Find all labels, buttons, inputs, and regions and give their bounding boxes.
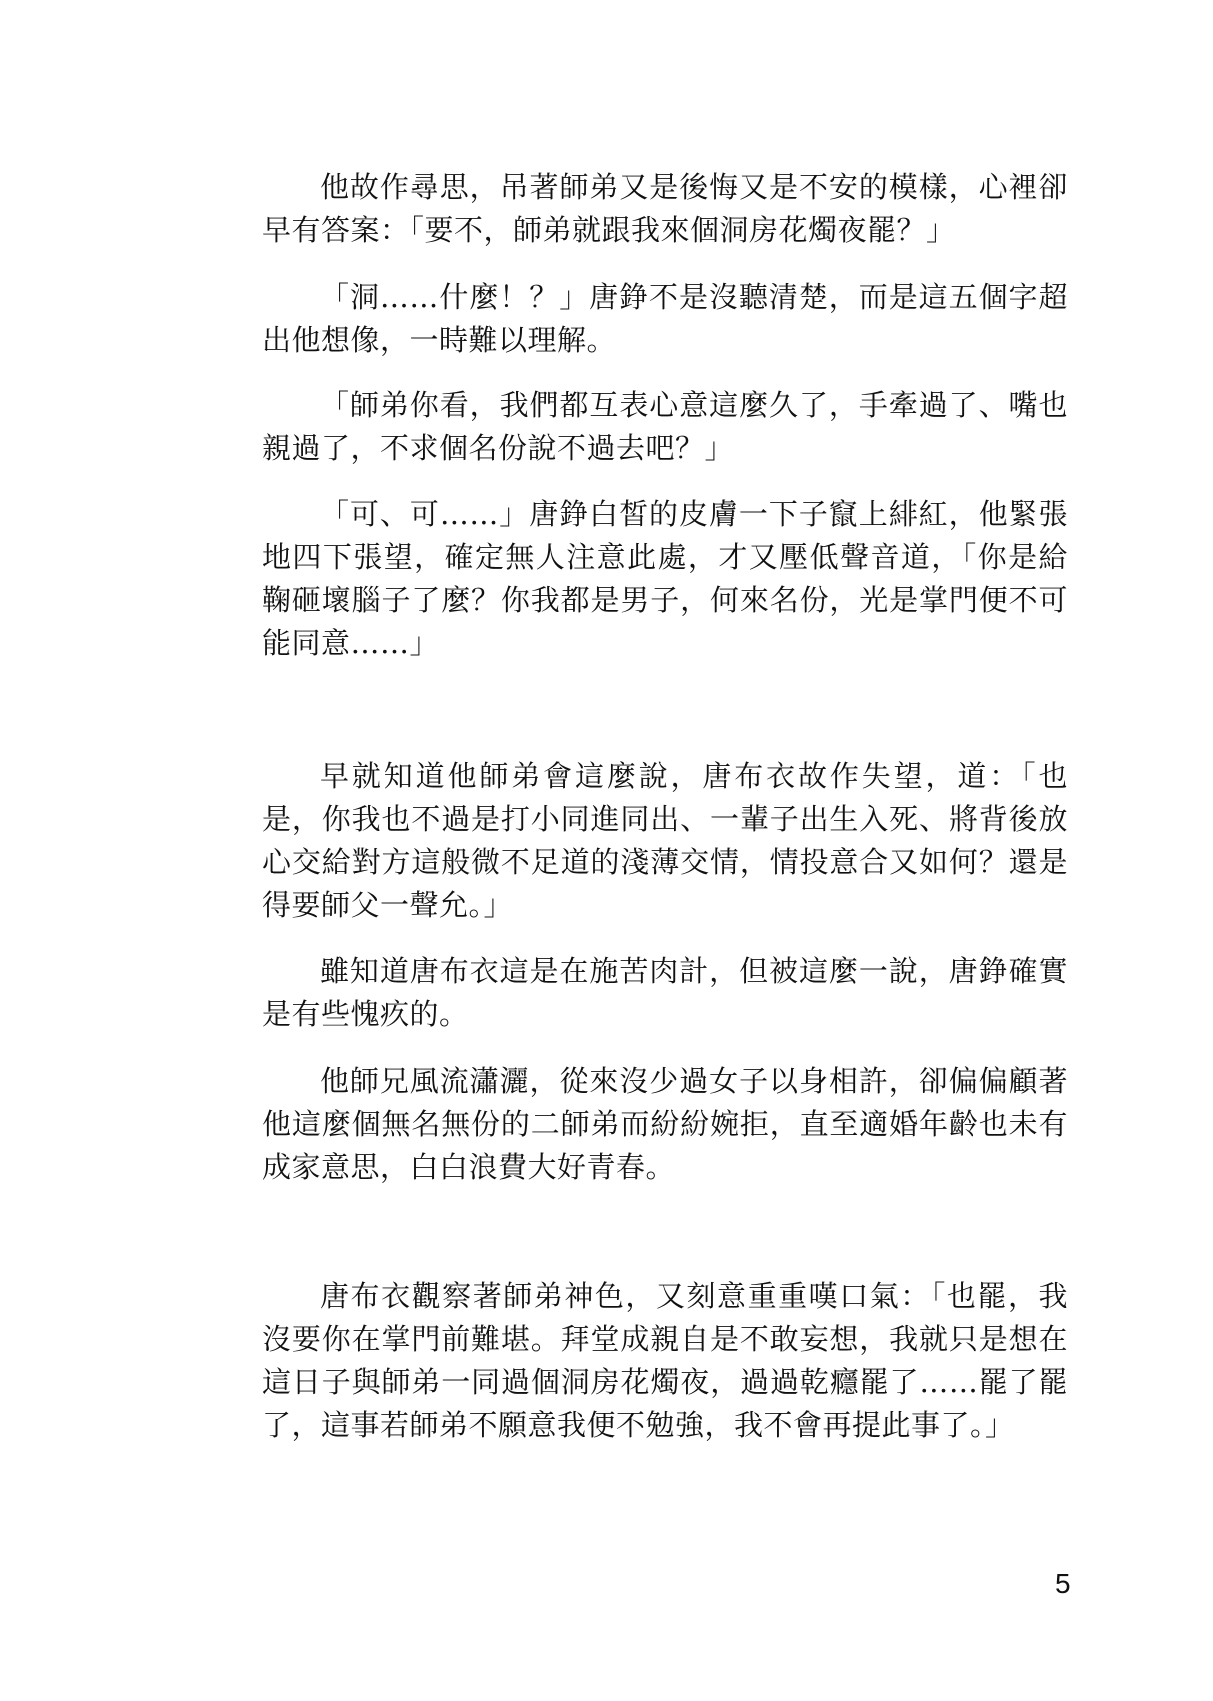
page-number: 5	[1055, 1568, 1071, 1599]
paragraph-6: 雖知道唐布衣這是在施苦肉計，但被這麼一說，唐錚確實是有些愧疚的。	[262, 954, 1068, 1031]
paragraph-5: 早就知道他師弟會這麼說，唐布衣故作失望，道：「也是，你我也不過是打小同進同出、一輩子出生入死、將背後放心交給對方這般微不足道的淺薄交情，情投意合又如何？還是得要師父一聲允。」	[262, 759, 1068, 922]
paragraph-2: 「洞……什麼！？」唐錚不是沒聽清楚，而是這五個字超出他想像，一時難以理解。	[262, 280, 1068, 357]
paragraph-3: 「師弟你看，我們都互表心意這麼久了，手牽過了、嘴也親過了，不求個名份說不過去吧？」	[262, 388, 1068, 465]
paragraph-8: 唐布衣觀察著師弟神色，又刻意重重嘆口氣：「也罷，我沒要你在掌門前難堪。拜堂成親自是不敢妄想，我就只是想在這日子與師弟一同過個洞房花燭夜，過過乾癮罷了……罷了罷了，這事若師弟不願意我便不勉強，我不會再提此事了。」	[262, 1279, 1068, 1442]
paragraph-4: 「可、可……」唐錚白皙的皮膚一下子竄上緋紅，他緊張地四下張望，確定無人注意此處，才又壓低聲音道，「你是給鞠砸壞腦子了麼？你我都是男子，何來名份，光是掌門便不可能同意……」	[262, 497, 1068, 660]
paragraph-1: 他故作尋思，吊著師弟又是後悔又是不安的模樣，心裡卻早有答案：「要不，師弟就跟我來個洞房花燭夜罷？」	[262, 170, 1068, 247]
paragraph-7: 他師兄風流瀟灑，從來沒少過女子以身相許，卻偏偏顧著他這麼個無名無份的二師弟而紛紛婉拒，直至適婚年齡也未有成家意思，白白浪費大好青春。	[262, 1064, 1068, 1184]
